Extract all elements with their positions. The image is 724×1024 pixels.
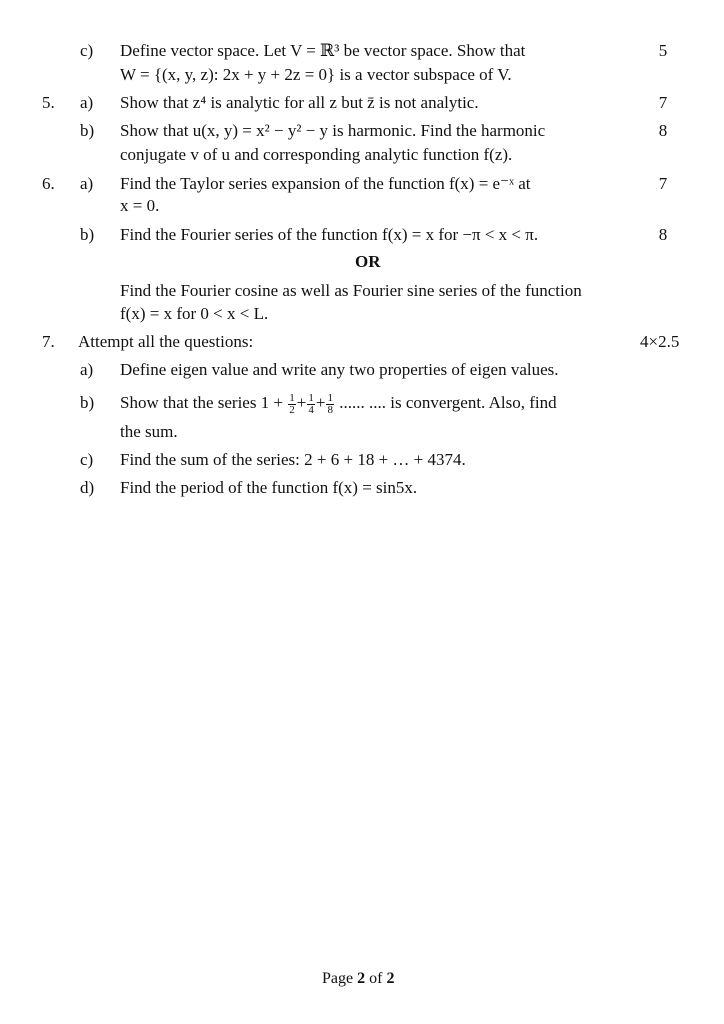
q7a-label: a)	[80, 360, 94, 379]
q6a-label: a)	[80, 174, 94, 193]
q4c-line2: W = {(x, y, z): 2x + y + 2z = 0} is a vector subspace of V.	[120, 65, 512, 84]
q5a-marks: 7	[658, 93, 668, 112]
q4c-marks: 5	[658, 41, 668, 60]
q6a-line1: Find the Taylor series expansion of the function f(x) = e⁻ˣ at	[120, 174, 531, 193]
q6b-label: b)	[80, 225, 95, 244]
q7b-label: b)	[80, 393, 95, 412]
q6-alt-line1: Find the Fourier cosine as well as Fourier sine series of the function	[120, 281, 582, 300]
q7c-text: Find the sum of the series: 2 + 6 + 18 + … + 4374.	[120, 450, 466, 469]
q4c-line1: Define vector space. Let V = ℝ³ be vector space. Show that	[120, 41, 526, 60]
of-word: of	[369, 970, 383, 987]
q7b-line1	[120, 392, 557, 416]
q7d-text: Find the period of the function f(x) = sin5x.	[120, 478, 418, 497]
fraction-half: $\frac{1}{2}$	[289, 391, 295, 416]
q5a-label: a)	[80, 93, 94, 112]
page-footer	[322, 968, 394, 990]
fraction-quarter: $\frac{1}{4}$	[308, 391, 314, 416]
q6a-line2: x = 0.	[120, 196, 160, 215]
q6-number: 6.	[42, 174, 55, 193]
q5b-line2: conjugate v of u and corresponding analytic function f(z).	[120, 145, 513, 164]
q6b-marks: 8	[658, 225, 668, 244]
q5-number: 5.	[42, 93, 55, 112]
q6a-marks: 7	[658, 174, 668, 193]
q4c-label: c)	[80, 41, 94, 60]
current-page: 2	[357, 970, 366, 987]
q5b-line1: Show that u(x, y) = x² − y² − y is harmonic. Find the harmonic	[120, 121, 546, 140]
q7c-label: c)	[80, 450, 94, 469]
q7d-label: d)	[80, 478, 95, 497]
q5b-marks: 8	[658, 121, 668, 140]
q6b-text: Find the Fourier series of the function f(x) = x for −π < x < π.	[120, 225, 539, 244]
plus-sign: +	[296, 393, 307, 412]
q5a-text: Show that z⁴ is analytic for all z but z̄ is not analytic.	[120, 93, 479, 112]
q7-intro: Attempt all the questions:	[78, 332, 254, 351]
q7b-line2: the sum.	[120, 422, 178, 441]
q5b-label: b)	[80, 121, 95, 140]
fraction-eighth: $\frac{1}{8}$	[327, 391, 333, 416]
q7-marks: 4×2.5	[640, 332, 680, 351]
q7b-post: ...... .... is convergent. Also, find	[339, 393, 557, 412]
q6-alt-line2: f(x) = x for 0 < x < L.	[120, 304, 269, 323]
q7-number: 7.	[42, 332, 55, 351]
page-word: Page	[322, 970, 354, 987]
or-separator: OR	[355, 252, 381, 271]
q7a-text: Define eigen value and write any two properties of eigen values.	[120, 360, 559, 379]
plus-sign: +	[315, 393, 326, 412]
total-pages: 2	[386, 970, 395, 987]
q7b-pre: Show that the series 1 +	[120, 393, 284, 412]
